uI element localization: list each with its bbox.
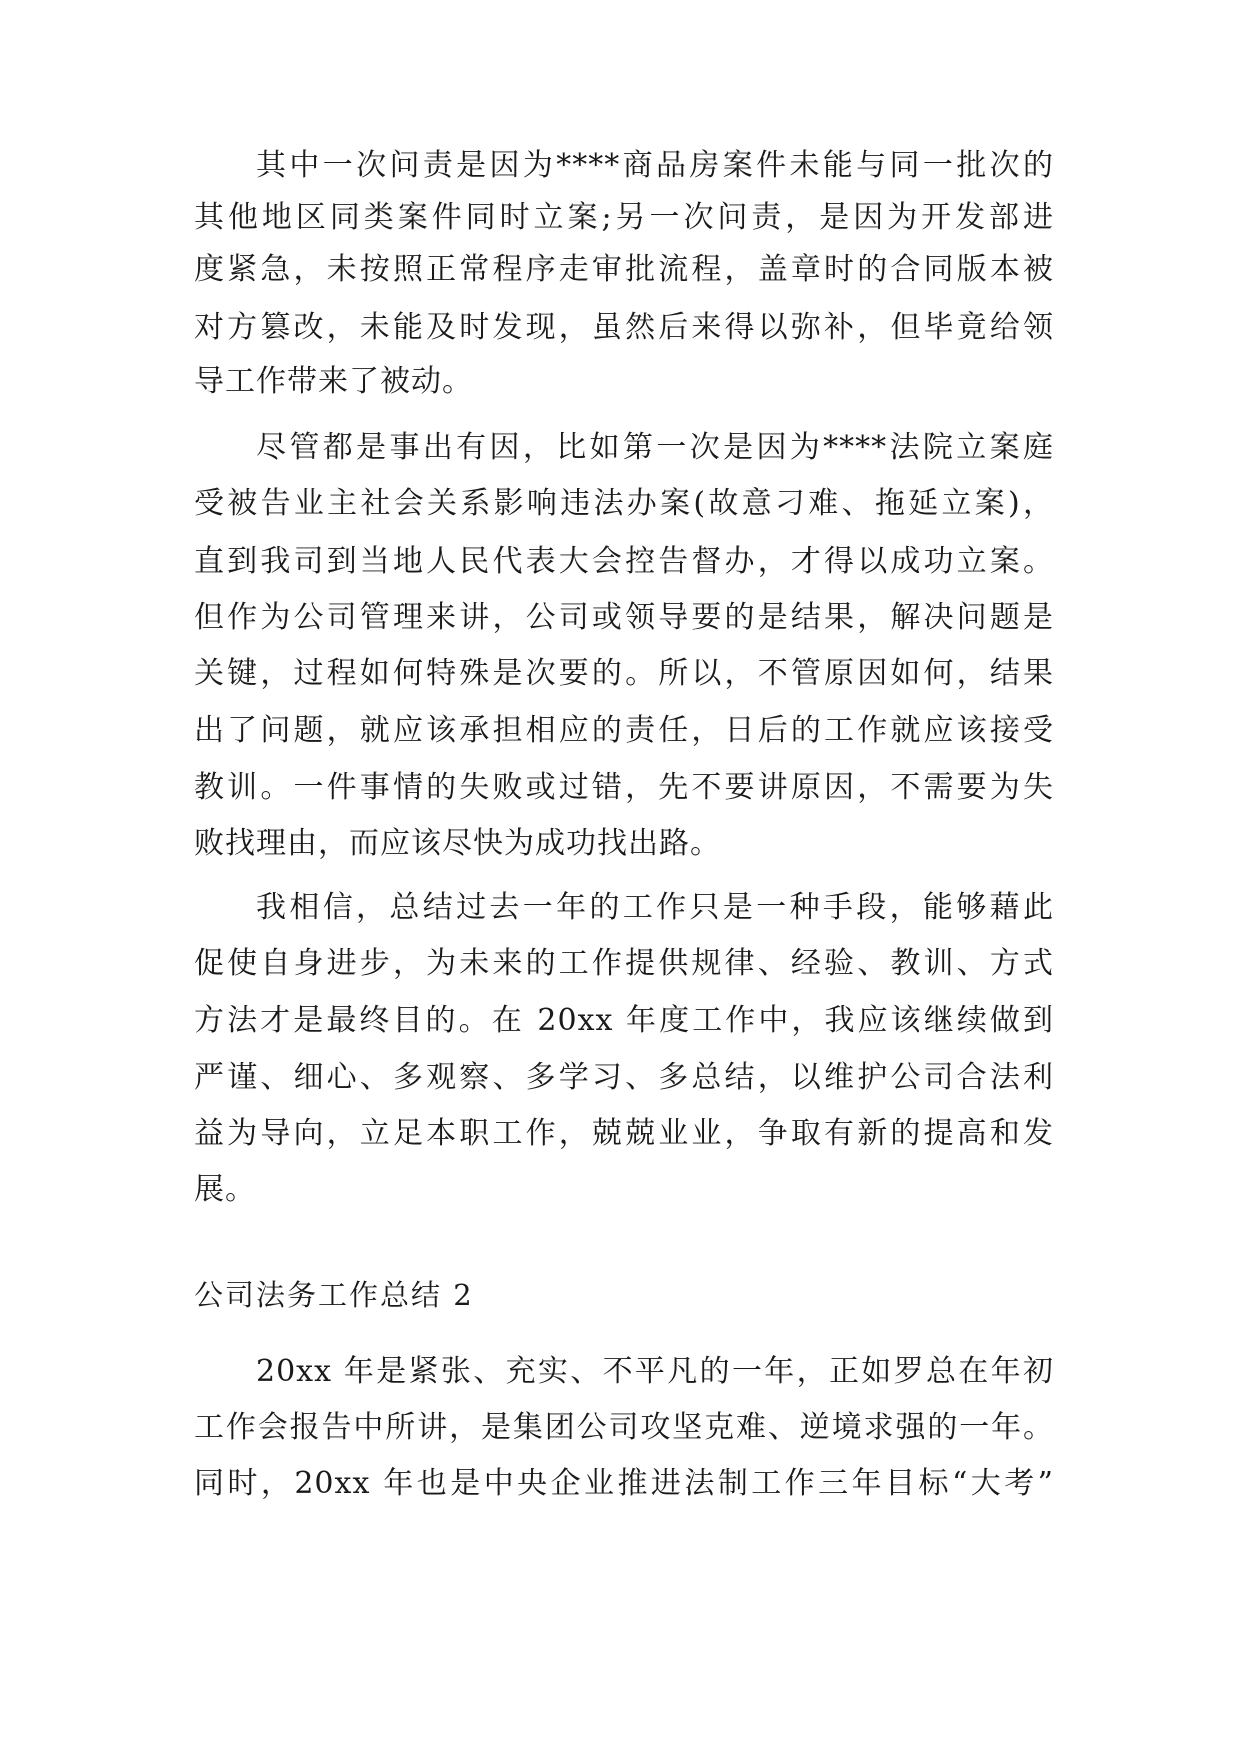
paragraph-2-line-1: 尽管都是事出有因，比如第一次是因为****法院立案庭 <box>256 430 1054 465</box>
paragraph-3-line-1: 我相信，总结过去一年的工作只是一种手段，能够藉此 <box>256 890 1054 925</box>
paragraph-3-line-2: 促使自身进步，为未来的工作提供规律、经验、教训、方式 <box>194 946 1054 981</box>
paragraph-2-line-6: 出了问题，就应该承担相应的责任，日后的工作就应该接受 <box>194 713 1054 748</box>
paragraph-3-line-5: 益为导向，立足本职工作，兢兢业业，争取有新的提高和发 <box>194 1116 1054 1151</box>
paragraph-2-line-2: 受被告业主社会关系影响违法办案(故意刁难、拖延立案)， <box>194 486 1054 521</box>
paragraph-3-line-4: 严谨、细心、多观察、多学习、多总结，以维护公司合法利 <box>194 1060 1054 1095</box>
section-heading: 公司法务工作总结 2 <box>194 1278 474 1312</box>
paragraph-3-line-6: 展。 <box>194 1172 256 1207</box>
paragraph-2-line-3: 直到我司到当地人民代表大会控告督办，才得以成功立案。 <box>194 544 1054 579</box>
paragraph-2-line-8: 败找理由，而应该尽快为成功找出路。 <box>194 826 721 861</box>
paragraph-4-line-2: 工作会报告中所讲，是集团公司攻坚克难、逆境求强的一年。 <box>194 1410 1054 1445</box>
paragraph-2-line-7: 教训。一件事情的失败或过错，先不要讲原因，不需要为失 <box>194 770 1054 805</box>
paragraph-1-line-3: 度紧急，未按照正常程序走审批流程，盖章时的合同版本被 <box>194 252 1054 287</box>
paragraph-1-line-2: 其他地区同类案件同时立案;另一次问责，是因为开发部进 <box>194 200 1054 235</box>
paragraph-2-line-5: 关键，过程如何特殊是次要的。所以，不管原因如何，结果 <box>194 656 1054 691</box>
paragraph-3-line-3: 方法才是最终目的。在 20xx 年度工作中，我应该继续做到 <box>194 1003 1054 1038</box>
paragraph-1-line-1: 其中一次问责是因为****商品房案件未能与同一批次的 <box>256 148 1054 183</box>
paragraph-1-line-4: 对方篡改，未能及时发现，虽然后来得以弥补，但毕竟给领 <box>194 310 1054 345</box>
paragraph-4-line-1: 20xx 年是紧张、充实、不平凡的一年，正如罗总在年初 <box>256 1354 1054 1389</box>
paragraph-1-line-5: 导工作带来了被动。 <box>194 364 473 399</box>
paragraph-2-line-4: 但作为公司管理来讲，公司或领导要的是结果，解决问题是 <box>194 600 1054 635</box>
paragraph-4-line-3: 同时，20xx 年也是中央企业推进法制工作三年目标“大考” <box>194 1466 1054 1501</box>
